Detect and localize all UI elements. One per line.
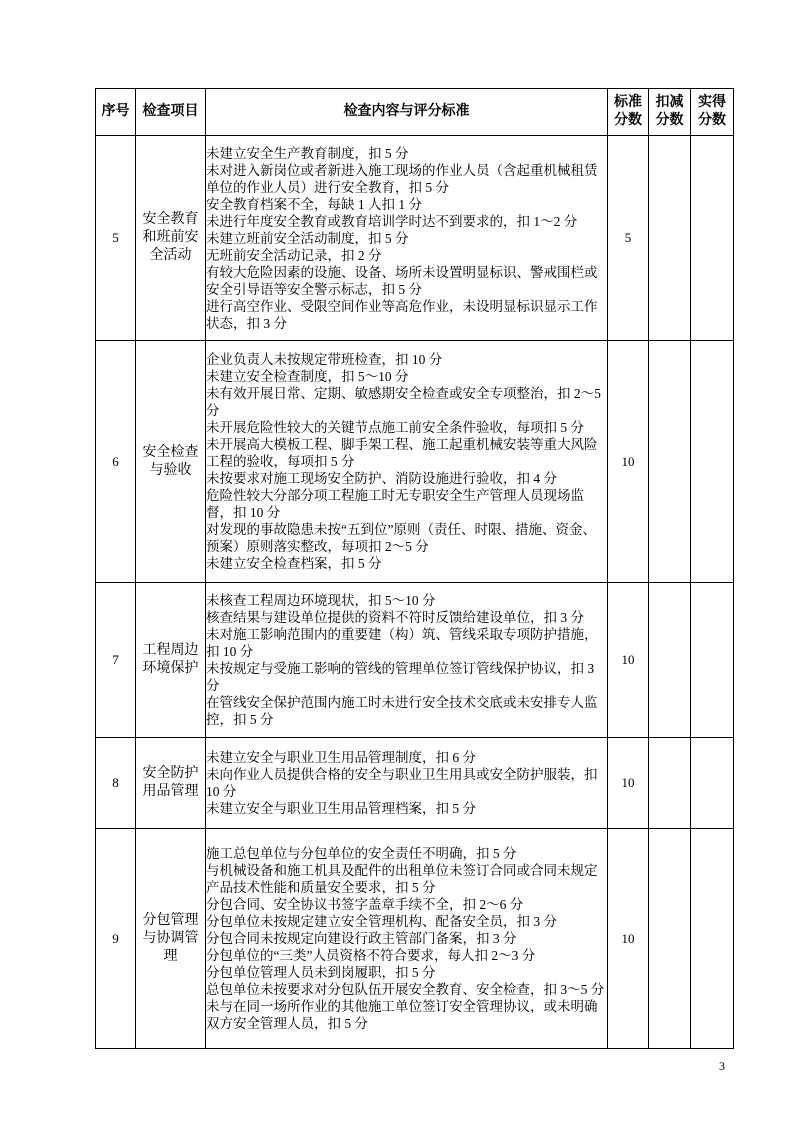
deduction-score (649, 341, 691, 583)
deduction-score (649, 583, 691, 738)
criteria-item: 有较大危险因素的设施、设备、场所未设置明显标识、警戒围栏或安全引导语等安全警示标志，扣 5 分 (206, 264, 598, 297)
criteria-item: 未开展危险性较大的关键节点施工前安全条件验收，每项扣 5 分 (206, 420, 584, 435)
criteria-item: 未有效开展日常、定期、敏感期安全检查或安全专项整治，扣 2～5 分 (206, 386, 601, 418)
criteria-item: 未向作业人员提供合格的安全与职业卫生用具或安全防护服装，扣 10 分 (206, 767, 598, 799)
criteria-item: 对发现的事故隐患未按“五到位”原则（责任、时限、措施、资金、预案）原则落实整改，每项扣 2～5 分 (206, 522, 596, 554)
row-number: 7 (96, 583, 136, 738)
deduction-score (649, 136, 691, 341)
page-number: 3 (719, 1059, 725, 1073)
table-row (96, 583, 734, 738)
check-item: 分包管理与协调管理 (136, 829, 206, 1049)
check-item: 安全教育和班前安全活动 (136, 136, 206, 341)
table-row (96, 341, 734, 583)
check-item: 工程周边环境保护 (136, 583, 206, 738)
row-number: 6 (96, 341, 136, 583)
table-row (96, 738, 734, 829)
inspection-table (95, 88, 734, 1049)
criteria-item: 企业负责人未按规定带班检查，扣 10 分 (206, 352, 443, 367)
criteria-item: 未建立安全检查制度，扣 5～10 分 (206, 369, 409, 384)
standard-score: 10 (608, 738, 649, 829)
criteria-cell (206, 136, 608, 341)
standard-score: 10 (608, 829, 649, 1049)
criteria-item: 分包单位管理人员未到岗履职，扣 5 分 (206, 965, 436, 980)
criteria-cell (206, 829, 608, 1049)
criteria-item: 无班前安全活动记录，扣 2 分 (206, 247, 382, 263)
table-row (96, 136, 734, 341)
criteria-cell (206, 583, 608, 738)
row-number: 5 (96, 136, 136, 341)
criteria-item: 未按规定与受施工影响的管线的管理单位签订管线保护协议，扣 3 分 (206, 661, 595, 693)
header-deduction-score: 扣减分数 (649, 89, 691, 136)
criteria-item: 分包合同、安全协议书签字盖章手续不全，扣 2～6 分 (206, 897, 524, 912)
row-number: 9 (96, 829, 136, 1049)
standard-score: 5 (608, 136, 649, 341)
criteria-item: 未建立安全与职业卫生用品管理档案，扣 5 分 (206, 801, 476, 816)
criteria-item: 在管线安全保护范围内施工时未进行安全技术交底或未安排专人监控，扣 5 分 (206, 695, 598, 727)
row-number: 8 (96, 738, 136, 829)
header-standard-score: 标准分数 (608, 89, 649, 136)
actual-score (691, 136, 734, 341)
criteria-item: 未对进入新岗位或者新进入施工现场的作业人员（含起重机械租赁单位的作业人员）进行安全教育，扣 5 分 (206, 162, 598, 195)
check-item: 安全检查与验收 (136, 341, 206, 583)
actual-score (691, 583, 734, 738)
criteria-cell (206, 341, 608, 583)
criteria-item: 施工总包单位与分包单位的安全责任不明确，扣 5 分 (206, 846, 517, 861)
criteria-item: 核查结果与建设单位提供的资料不符时反馈给建设单位，扣 3 分 (206, 610, 584, 625)
criteria-item: 未进行年度安全教育或教育培训学时达不到要求的，扣 1～2 分 (206, 213, 578, 229)
deduction-score (649, 829, 691, 1049)
standard-score: 10 (608, 583, 649, 738)
criteria-item: 危险性较大分部分项工程施工时无专职安全生产管理人员现场监督，扣 10 分 (206, 488, 584, 520)
criteria-item: 未按要求对施工现场安全防护、消防设施进行验收，扣 4 分 (206, 471, 557, 486)
check-item: 安全防护用品管理 (136, 738, 206, 829)
actual-score (691, 829, 734, 1049)
criteria-item: 未对施工影响范围内的重要建（构）筑、管线采取专项防护措施，扣 10 分 (206, 627, 598, 659)
criteria-item: 未建立安全与职业卫生用品管理制度，扣 6 分 (206, 750, 476, 765)
header-serial-number: 序号 (96, 89, 136, 136)
criteria-item: 未建立安全生产教育制度，扣 5 分 (206, 145, 409, 161)
criteria-item: 未核查工程周边环境现状，扣 5～10 分 (206, 593, 436, 608)
criteria-item: 安全教育档案不全，每缺 1 人扣 1 分 (206, 196, 422, 212)
criteria-cell (206, 738, 608, 829)
criteria-item: 未开展高大模板工程、脚手架工程、施工起重机械安装等重大风险工程的验收，每项扣 5 分 (206, 437, 598, 469)
criteria-item: 分包合同未按规定向建设行政主管部门备案，扣 3 分 (206, 931, 517, 946)
criteria-item: 分包单位未按规定建立安全管理机构、配备安全员，扣 3 分 (206, 914, 557, 929)
header-criteria: 检查内容与评分标准 (206, 89, 608, 136)
standard-score: 10 (608, 341, 649, 583)
criteria-item: 未建立安全检查档案，扣 5 分 (206, 556, 382, 571)
header-check-item: 检查项目 (136, 89, 206, 136)
criteria-item: 未与在同一场所作业的其他施工单位签订安全管理协议，或未明确双方安全管理人员，扣 5 分 (206, 999, 598, 1031)
deduction-score (649, 738, 691, 829)
criteria-item: 未建立班前安全活动制度，扣 5 分 (206, 230, 409, 246)
table-row (96, 829, 734, 1049)
criteria-item: 分包单位的“三类”人员资格不符合要求，每人扣 2～3 分 (206, 948, 536, 963)
criteria-item: 进行高空作业、受限空间作业等高危作业，未设明显标识显示工作状态，扣 3 分 (206, 298, 598, 331)
actual-score (691, 738, 734, 829)
criteria-item: 与机械设备和施工机具及配件的出租单位未签订合同或合同未规定产品技术性能和质量安全要求，扣 5 分 (206, 863, 598, 895)
table-header-row (96, 89, 734, 136)
header-actual-score: 实得分数 (691, 89, 734, 136)
actual-score (691, 341, 734, 583)
criteria-item: 总包单位未按要求对分包队伍开展安全教育、安全检查，扣 3～5 分 (206, 982, 605, 997)
